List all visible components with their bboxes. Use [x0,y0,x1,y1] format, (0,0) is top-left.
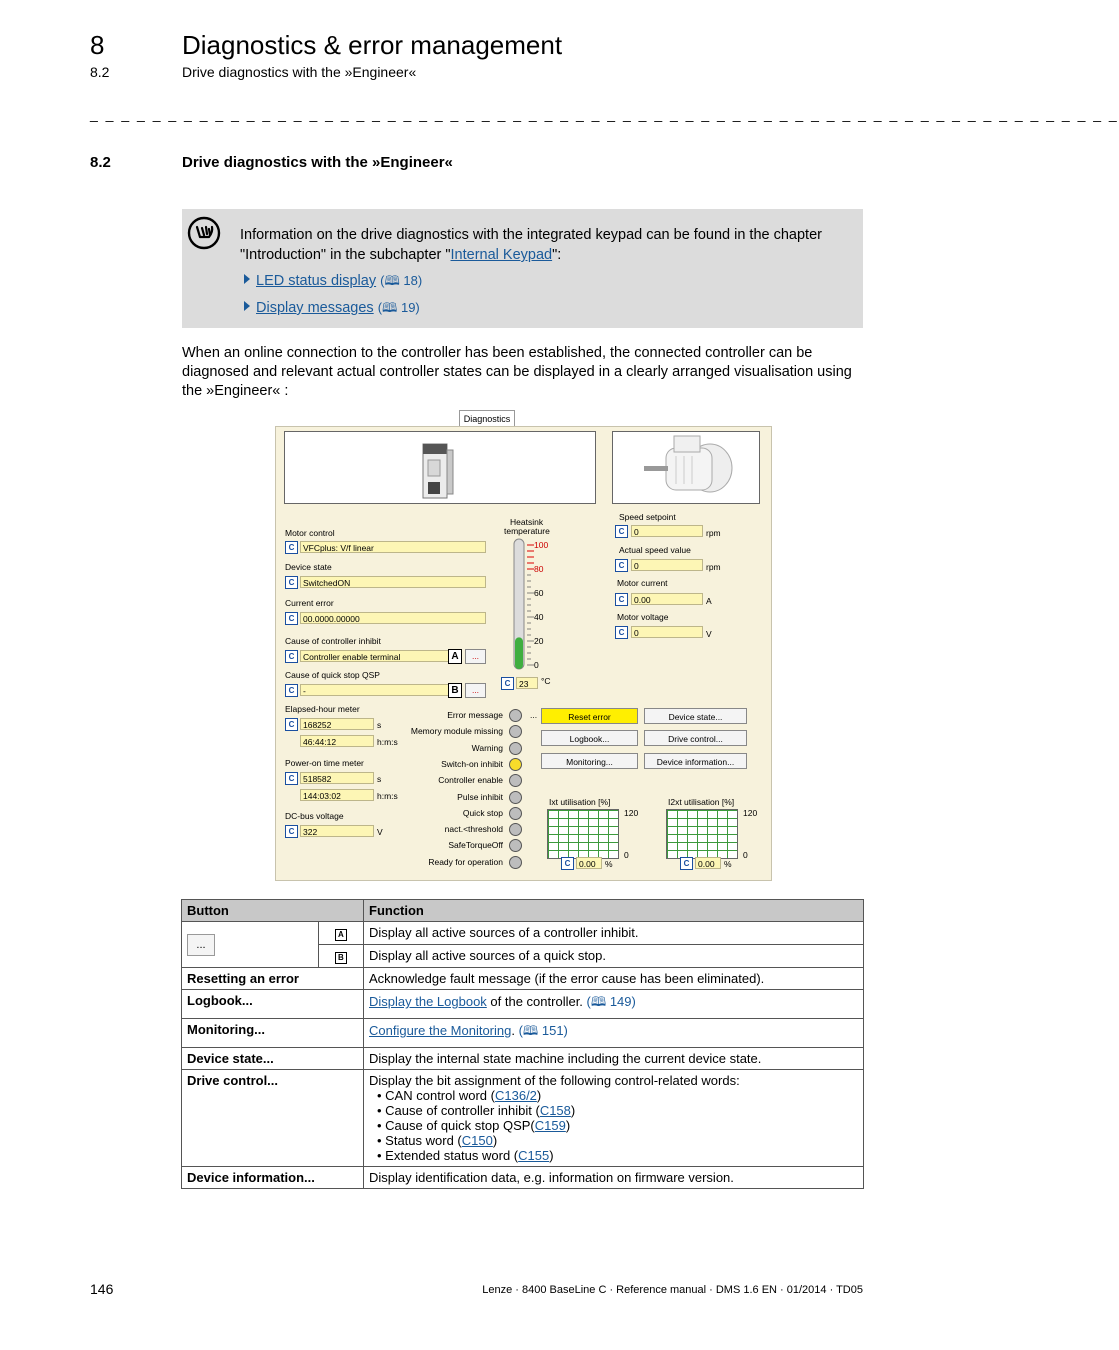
table-row [182,1048,864,1070]
callout-b: B [448,683,462,698]
speed-setpoint-field: 0 [631,525,703,537]
button-cell: Logbook... [182,990,364,1019]
dots-button[interactable]: ... [187,934,215,956]
display-logbook-link[interactable]: Display the Logbook [369,994,487,1009]
motor-voltage-field: 0 [631,626,703,638]
table-header-button: Button [182,900,364,922]
status-led-icon [509,774,522,787]
table-row [182,990,864,1019]
led-status-display-link[interactable]: LED status display [256,273,377,289]
led-label: Memory module missing [410,726,503,737]
heatsink-label-2: temperature [504,526,550,536]
led-status-link-row[interactable] [244,272,422,294]
actual-speed-unit: rpm [706,562,721,572]
temp-tick-0: 0 [534,660,539,670]
arrow-right-icon [244,274,250,284]
i2xt-utilisation-grid [666,809,738,859]
motor-control-code-button[interactable]: C [285,541,298,554]
note-text-before: Information on the drive diagnostics with the integrated keypad can be found in the chapter "Introduction" in the subchapter " [240,227,822,263]
led-label: Controller enable [438,775,503,786]
section-number: 8.2 [90,154,111,171]
device-information-button[interactable]: Device information... [644,753,747,769]
temp-tick-80: 80 [534,564,544,574]
button-cell: Resetting an error [182,968,364,990]
list-item: • Extended status word (C155) [377,1148,858,1163]
led-label: Switch-on inhibit [441,758,503,769]
temp-tick-40: 40 [534,612,544,622]
cause-inhibit-field: Controller enable terminal [300,650,450,662]
controller-device-image [417,436,457,500]
speed-setpoint-unit: rpm [706,528,721,538]
i2xt-unit: % [724,859,732,869]
device-state-code-button[interactable]: C [285,576,298,589]
elapsed-hour-seconds-field: 168252 [300,718,374,730]
key-b: B [335,952,347,964]
ixt-label: Ixt utilisation [%] [549,797,611,807]
configure-monitoring-link[interactable]: Configure the Monitoring [369,1023,512,1038]
callout-a: A [448,649,462,664]
table-row [182,1167,864,1189]
function-cell [364,1070,864,1167]
header-rule: _ _ _ _ _ _ _ _ _ _ _ _ _ _ _ _ _ _ _ _ _ _ _ _ _ _ _ _ _ _ _ _ _ _ _ _ _ _ _ _ _ _ _ _ _ _ _ _ _ _ _ _ _ _ _ _ _ _ _ _ _ _ _ _ _ _ [90,106,1119,122]
page-ref: (🕮 18) [380,273,423,288]
temperature-code-button[interactable]: C [501,677,514,690]
monitoring-text: . [511,1023,519,1038]
power-on-hms-field: 144:03:02 [300,789,374,801]
motor-voltage-unit: V [706,629,712,639]
ixt-max: 120 [624,808,639,818]
motor-image [638,434,738,500]
motor-control-field: VFCplus: V/f linear [300,541,486,553]
display-messages-link[interactable]: Display messages [256,300,374,316]
motor-current-code-button[interactable]: C [615,593,628,606]
logbook-text: of the controller. [486,994,587,1009]
internal-keypad-link[interactable]: Internal Keypad [450,247,553,263]
ixt-code-button[interactable]: C [561,857,574,870]
current-error-label: Current error [285,598,334,608]
key-cell [318,922,363,945]
status-led-icon [509,791,522,804]
function-cell: Display identification data, e.g. information on firmware version. [364,1167,864,1189]
key-a: A [335,929,347,941]
actual-speed-label: Actual speed value [619,545,691,555]
function-cell [364,1019,864,1048]
led-label: SafeTorqueOff [448,840,503,851]
led-label: Pulse inhibit [457,791,503,802]
button-cell: Device state... [182,1048,364,1070]
code-link-c155[interactable]: C155 [518,1148,550,1163]
power-on-seconds-field: 518582 [300,772,374,784]
motor-control-label: Motor control [285,528,335,538]
drive-control-intro: Display the bit assignment of the following control-related words: [369,1073,740,1088]
temp-tick-20: 20 [534,636,544,646]
table-header-row [182,900,864,922]
status-led-icon [509,839,522,852]
subchapter-number: 8.2 [90,64,110,80]
note-text-after: ": [552,247,562,263]
list-item: • Cause of quick stop QSP(C159) [377,1118,858,1133]
motor-image-box [612,431,760,504]
status-led-icon [509,758,522,771]
status-led-icon [509,807,522,820]
elapsed-hour-hms-field: 46:44:12 [300,735,374,747]
dc-bus-field: 322 [300,825,374,837]
status-led-icon [509,856,522,869]
code-link-c136[interactable]: C136/2 [494,1088,537,1103]
device-state-label: Device state [285,562,332,572]
ixt-utilisation-grid [547,809,619,859]
device-state-field: SwitchedON [300,576,486,588]
page-ref: (🕮 19) [377,300,420,315]
cause-inhibit-label: Cause of controller inhibit [285,636,381,646]
elapsed-hour-code-button[interactable]: C [285,718,298,731]
reset-error-button[interactable]: Reset error [541,708,638,724]
note-hand-icon [187,216,221,250]
temp-tick-100: 100 [534,540,549,550]
i2xt-min: 0 [743,850,748,860]
led-label: nact.<threshold [444,824,503,835]
button-cell: Monitoring... [182,1019,364,1048]
ixt-min: 0 [624,850,629,860]
i2xt-label: I2xt utilisation [%] [668,797,735,807]
current-error-field: 00.0000.00000 [300,612,486,624]
table-row [182,1019,864,1048]
function-cell: Acknowledge fault message (if the error cause has been eliminated). [364,968,864,990]
logbook-button[interactable]: Logbook... [541,730,638,746]
elapsed-hour-seconds-unit: s [377,720,382,730]
motor-current-unit: A [706,596,712,606]
diagnostics-tab[interactable]: Diagnostics [459,410,515,427]
power-on-code-button[interactable]: C [285,772,298,785]
drive-control-button[interactable]: Drive control... [644,730,747,746]
logbook-page-ref[interactable]: (🕮 149) [586,994,636,1009]
function-cell: Display all active sources of a quick stop. [364,945,864,968]
subchapter-title: Drive diagnostics with the »Engineer« [182,64,417,80]
drive-control-list [369,1088,858,1163]
i2xt-code-button[interactable]: C [680,857,693,870]
inhibit-details-button[interactable]: ... [465,649,486,664]
error-message-dots: ... [530,710,538,720]
function-cell: Display all active sources of a controller inhibit. [364,922,864,945]
motor-voltage-label: Motor voltage [617,612,669,622]
table-row [182,1070,864,1167]
chapter-title: Diagnostics & error management [182,30,563,60]
diagnostics-panel [275,426,772,881]
dc-bus-label: DC-bus voltage [285,811,344,821]
actual-speed-field: 0 [631,559,703,571]
temperature-unit: °C [541,676,551,686]
power-on-hms-unit: h:m:s [377,791,398,801]
list-item: • CAN control word (C136/2) [377,1088,858,1103]
list-item: • Cause of controller inhibit (C158) [377,1103,858,1118]
power-on-label: Power-on time meter [285,758,364,768]
device-state-button[interactable]: Device state... [644,708,747,724]
monitoring-button[interactable]: Monitoring... [541,753,638,769]
cause-qsp-code-button[interactable]: C [285,684,298,697]
key-cell [318,945,363,968]
motor-voltage-code-button[interactable]: C [615,626,628,639]
button-cell: Drive control... [182,1070,364,1167]
controller-image-box [284,431,596,504]
cause-qsp-field: - [300,684,450,696]
heatsink-thermometer [504,535,554,675]
status-led-icon [509,709,522,722]
status-led-icon [509,742,522,755]
page-number: 146 [90,1281,114,1297]
current-error-code-button[interactable]: C [285,612,298,625]
note-text [240,225,840,265]
code-link-c159[interactable]: C159 [534,1118,566,1133]
dots-button-cell [182,922,319,968]
monitoring-page-ref[interactable]: (🕮 151) [518,1023,568,1038]
led-label: Ready for operation [428,856,503,867]
table-row [182,968,864,990]
i2xt-field: 0.00 [695,857,721,869]
elapsed-hour-hms-unit: h:m:s [377,737,398,747]
status-led-icon [509,823,522,836]
actual-speed-code-button[interactable]: C [615,559,628,572]
heatsink-label-1: Heatsink [510,517,544,527]
speed-setpoint-code-button[interactable]: C [615,525,628,538]
ixt-unit: % [605,859,613,869]
qsp-details-button[interactable]: ... [465,683,486,698]
list-item: • Status word (C150) [377,1133,858,1148]
note-box [182,209,863,328]
display-messages-link-row[interactable] [244,299,420,321]
code-link-c150[interactable]: C150 [461,1133,493,1148]
dc-bus-code-button[interactable]: C [285,825,298,838]
function-cell: Display the internal state machine including the current device state. [364,1048,864,1070]
section-title: Drive diagnostics with the »Engineer« [182,154,453,171]
button-function-table [181,899,864,1189]
led-label: Warning [471,742,503,753]
code-link-c158[interactable]: C158 [539,1103,571,1118]
dc-bus-unit: V [377,827,383,837]
i2xt-max: 120 [743,808,758,818]
chapter-number: 8 [90,30,105,60]
temperature-field: 23 [516,677,538,689]
table-header-function: Function [364,900,864,922]
motor-current-field: 0.00 [631,593,703,605]
power-on-seconds-unit: s [377,774,382,784]
footer-document-info: Lenze · 8400 BaseLine C · Reference manual · DMS 1.6 EN · 01/2014 · TD05 [482,1284,863,1296]
elapsed-hour-label: Elapsed-hour meter [285,704,360,714]
intro-paragraph: When an online connection to the controller has been established, the connected controller can be diagnosed and relevant actual controller states can be displayed in a clearly arranged visualisation using the »Engineer« : [182,345,852,399]
speed-setpoint-label: Speed setpoint [619,512,676,522]
cause-qsp-label: Cause of quick stop QSP [285,670,380,680]
button-cell: Device information... [182,1167,364,1189]
function-cell [364,990,864,1019]
led-label: Quick stop [462,807,503,818]
motor-current-label: Motor current [617,578,668,588]
temp-tick-60: 60 [534,588,544,598]
led-label: Error message [447,710,503,720]
arrow-right-icon [244,301,250,311]
ixt-field: 0.00 [576,857,602,869]
table-row [182,922,864,945]
status-led-icon [509,725,522,738]
cause-inhibit-code-button[interactable]: C [285,650,298,663]
